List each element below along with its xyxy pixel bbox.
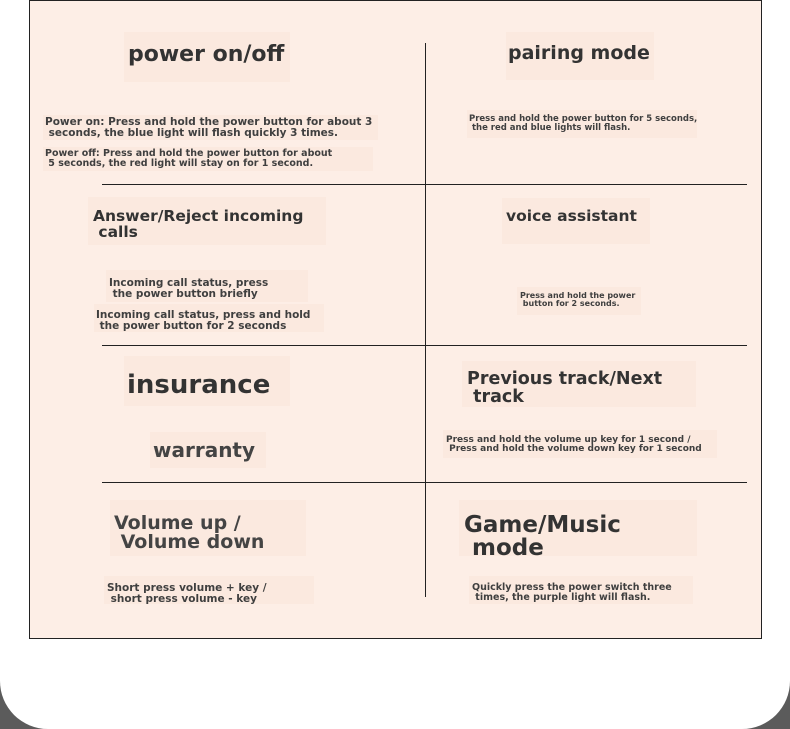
power-title: power on/off <box>124 32 290 82</box>
row-divider-2 <box>102 345 747 346</box>
row-divider-3 <box>102 482 747 483</box>
calls-answer-instructions: Incoming call status, press the power button briefly <box>106 270 308 302</box>
track-title: Previous track/Next track <box>462 361 696 407</box>
track-instructions: Press and hold the volume up key for 1 second / Press and hold the volume down key for 1 second <box>443 430 717 458</box>
vertical-divider <box>425 43 426 597</box>
game-title: Game/Music mode <box>459 500 697 556</box>
warranty-label: warranty <box>150 432 266 468</box>
pairing-title: pairing mode <box>506 32 654 80</box>
row-divider-1 <box>102 184 747 185</box>
calls-title: Answer/Reject incoming calls <box>88 197 326 245</box>
insurance-title: insurance <box>124 356 290 406</box>
voice-title: voice assistant <box>502 198 650 244</box>
voice-instructions: Press and hold the power button for 2 seconds. <box>517 287 641 315</box>
game-instructions: Quickly press the power switch three times, the purple light will flash. <box>469 576 693 604</box>
volume-title: Volume up / Volume down <box>110 500 306 556</box>
power-on-instructions: Power on: Press and hold the power button for about 3 seconds, the blue light will flash quickly 3 times. <box>43 115 378 140</box>
power-off-instructions: Power off: Press and hold the power button for about 5 seconds, the red light will stay on for 1 second. <box>43 147 373 171</box>
calls-reject-instructions: Incoming call status, press and hold the power button for 2 seconds <box>94 304 324 332</box>
volume-instructions: Short press volume + key / short press volume - key <box>104 576 314 604</box>
pairing-instructions: Press and hold the power button for 5 seconds, the red and blue lights will flash. <box>467 110 697 138</box>
